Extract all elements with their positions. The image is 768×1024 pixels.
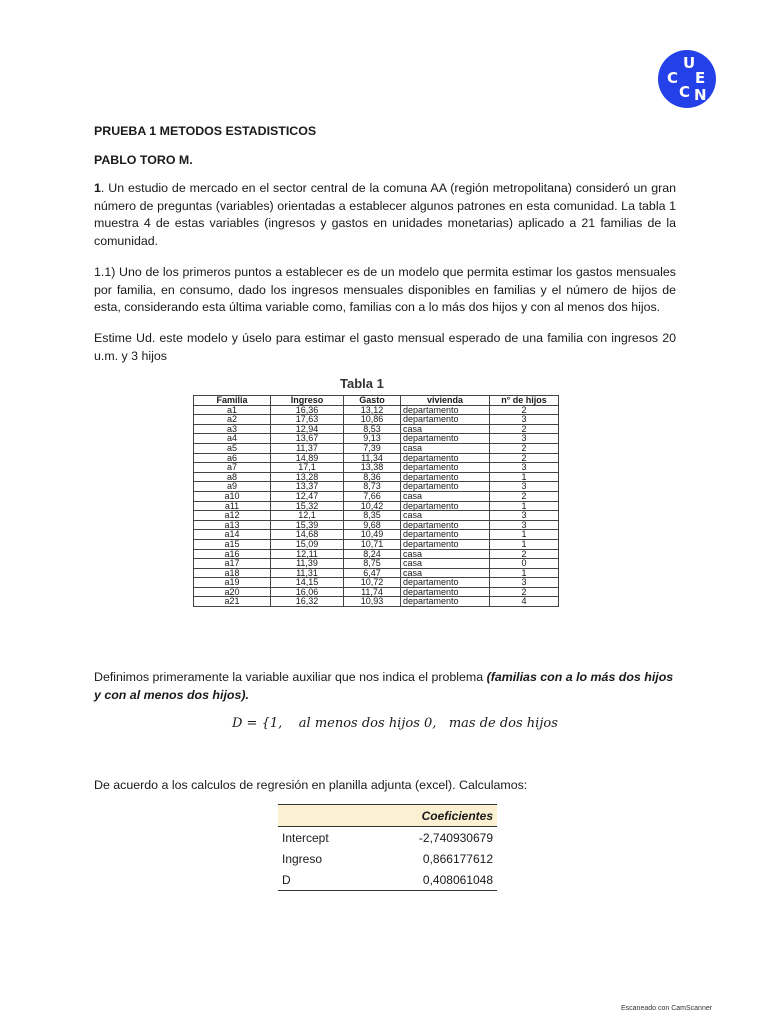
table-header-row: [194, 396, 559, 406]
data-table: [193, 395, 559, 607]
table-cell: 13,67: [271, 434, 344, 444]
table-cell: 12,11: [271, 549, 344, 559]
table-cell: 14,15: [271, 578, 344, 588]
table-cell: 10,93: [344, 597, 401, 607]
table-cell: 11,34: [344, 453, 401, 463]
table-cell: 14,89: [271, 453, 344, 463]
table-row: [278, 848, 497, 869]
table-cell: departamento: [401, 434, 490, 444]
table-cell: departamento: [401, 405, 490, 415]
table-cell: a14: [194, 530, 271, 540]
coefficient-label: Ingreso: [282, 851, 323, 866]
table-cell: casa: [401, 568, 490, 578]
subquestion-paragraph: 1.1) Uno de los primeros puntos a establecer es de un modelo que permita estimar los gastos mensuales por familia, en consumo, dado los ingresos mensuales disponibles en familias y el número de hijos de esta, considerando esta última variable como, familias con a lo más dos hijos y con al menos dos hijos.: [94, 265, 676, 314]
table-cell: a18: [194, 568, 271, 578]
table-cell: departamento: [401, 530, 490, 540]
table-cell: 11,37: [271, 443, 344, 453]
table-cell: a9: [194, 482, 271, 492]
table-cell: 13,28: [271, 472, 344, 482]
formula-lhs: D = {1,: [232, 716, 283, 731]
table-cell: 8,24: [344, 549, 401, 559]
table-cell: 3: [490, 520, 559, 530]
table-cell: 10,71: [344, 539, 401, 549]
table-cell: 2: [490, 491, 559, 501]
table-row: [278, 869, 497, 891]
table-cell: casa: [401, 559, 490, 569]
table-cell: a17: [194, 559, 271, 569]
table-cell: 13,37: [271, 482, 344, 492]
logo-letter: C: [667, 69, 679, 87]
table-cell: 1: [490, 530, 559, 540]
table-cell: 17,63: [271, 415, 344, 425]
table-cell: a15: [194, 539, 271, 549]
table-cell: casa: [401, 443, 490, 453]
question-number: 1: [94, 181, 101, 195]
table-cell: a20: [194, 587, 271, 597]
question-text: . Un estudio de mercado en el sector central de la comuna AA (región metropolitana) consideró un gran número de preguntas (variables) orientadas a establecer algunos patrones en esta comunidad. La tabla 1 muestra 4 de estas variables (ingresos y gastos en unidades monetarias) aplicado a 21 familias de la comunidad.: [94, 181, 676, 248]
table-cell: 8,35: [344, 511, 401, 521]
table-cell: 16,06: [271, 587, 344, 597]
table-cell: 3: [490, 415, 559, 425]
table-row: [194, 559, 559, 569]
table-cell: a6: [194, 453, 271, 463]
table-cell: 13,12: [344, 405, 401, 415]
coefficients-header: Coeficientes: [401, 805, 497, 827]
table-cell: a11: [194, 501, 271, 511]
author-name: PABLO TORO M.: [94, 153, 193, 167]
table-cell: a16: [194, 549, 271, 559]
table-cell: departamento: [401, 501, 490, 511]
table-cell: departamento: [401, 463, 490, 473]
table-cell: 10,86: [344, 415, 401, 425]
table-cell: 8,73: [344, 482, 401, 492]
table-cell: 15,39: [271, 520, 344, 530]
table-cell: 1: [490, 501, 559, 511]
table-row: [194, 491, 559, 501]
table-cell: departamento: [401, 587, 490, 597]
table-cell: 8,53: [344, 424, 401, 434]
table-cell: 8,75: [344, 559, 401, 569]
table-cell: 11,39: [271, 559, 344, 569]
table-row: [194, 415, 559, 425]
table-cell: 2: [490, 443, 559, 453]
table-cell: a12: [194, 511, 271, 521]
table-cell: 10,49: [344, 530, 401, 540]
coefficient-value: 0,866177612: [422, 851, 493, 866]
table-cell: casa: [401, 511, 490, 521]
table-cell: 3: [490, 463, 559, 473]
table-cell: 2: [490, 424, 559, 434]
dummy-variable-formula: [232, 716, 558, 731]
column-header: Gasto: [344, 396, 401, 406]
table-cell: a1: [194, 405, 271, 415]
table-cell: departamento: [401, 578, 490, 588]
table-cell: 3: [490, 434, 559, 444]
logo-letter: N: [694, 86, 707, 104]
table-row: [278, 827, 497, 849]
table-cell: departamento: [401, 539, 490, 549]
table-cell: 2: [490, 587, 559, 597]
coefficient-label: D: [278, 869, 401, 891]
table-cell: 3: [490, 511, 559, 521]
coefficients-table: [278, 804, 497, 891]
table1-title: Tabla 1: [340, 376, 384, 391]
table-cell: departamento: [401, 415, 490, 425]
table-cell: a5: [194, 443, 271, 453]
table-cell: departamento: [401, 520, 490, 530]
table-cell: 3: [490, 578, 559, 588]
table-cell: 11,31: [271, 568, 344, 578]
table-row: [194, 578, 559, 588]
table-cell: 3: [490, 482, 559, 492]
table-row: [194, 443, 559, 453]
table-cell: 2: [490, 453, 559, 463]
table-cell: 15,09: [271, 539, 344, 549]
table-row: [194, 539, 559, 549]
table-cell: 10,72: [344, 578, 401, 588]
table-cell: a10: [194, 491, 271, 501]
table-cell: 7,39: [344, 443, 401, 453]
table-cell: 1: [490, 539, 559, 549]
table-cell: 16,32: [271, 597, 344, 607]
logo-letter: C: [679, 83, 691, 101]
regression-intro: De acuerdo a los calculos de regresión en planilla adjunta (excel). Calculamos:: [94, 778, 528, 792]
table-cell: 2: [490, 549, 559, 559]
table-cell: 8,36: [344, 472, 401, 482]
table-row: [194, 597, 559, 607]
logo-letter: E: [695, 69, 706, 87]
table-cell: 4: [490, 597, 559, 607]
question-paragraph: [94, 180, 676, 250]
table-cell: 12,94: [271, 424, 344, 434]
table-cell: a4: [194, 434, 271, 444]
ucen-logo: [658, 50, 716, 108]
logo-letter: U: [683, 54, 696, 72]
table-cell: 9,68: [344, 520, 401, 530]
column-header: n° de hijos: [490, 396, 559, 406]
table-cell: a21: [194, 597, 271, 607]
formula-case-1: al menos dos hijos 0,: [298, 716, 437, 731]
table-row: [194, 511, 559, 521]
document-heading: PRUEBA 1 METODOS ESTADISTICOS: [94, 124, 317, 138]
table-cell: 9,13: [344, 434, 401, 444]
table-cell: casa: [401, 549, 490, 559]
table-cell: 14,68: [271, 530, 344, 540]
table-cell: casa: [401, 424, 490, 434]
coefficient-label: Intercept: [282, 830, 329, 845]
table-row: [194, 482, 559, 492]
column-header: vivienda: [401, 396, 490, 406]
table-cell: departamento: [401, 472, 490, 482]
table-cell: a19: [194, 578, 271, 588]
definition-emphasis: (familias con a lo más dos hijos y con al menos dos hijos).: [94, 670, 674, 702]
coefficient-value: 0,408061048: [401, 869, 497, 891]
table-cell: a13: [194, 520, 271, 530]
formula-case-2: mas de dos hijos: [448, 716, 558, 731]
column-header: Familia: [194, 396, 271, 406]
table-cell: 0: [490, 559, 559, 569]
coefficients-header-blank: [278, 805, 401, 827]
table-cell: 1: [490, 568, 559, 578]
table-cell: 10,42: [344, 501, 401, 511]
column-header: Ingreso: [271, 396, 344, 406]
coefficient-value: -2,740930679: [418, 830, 493, 845]
table-cell: 13,38: [344, 463, 401, 473]
table-cell: departamento: [401, 453, 490, 463]
table-cell: 12,47: [271, 491, 344, 501]
table-cell: a8: [194, 472, 271, 482]
table-cell: a2: [194, 415, 271, 425]
scanner-watermark: Escaneado con CamScanner: [621, 1005, 713, 1012]
table-cell: 1: [490, 472, 559, 482]
table-row: [194, 530, 559, 540]
table-cell: 2: [490, 405, 559, 415]
table-row: [194, 463, 559, 473]
table-cell: 7,66: [344, 491, 401, 501]
table-cell: 16,36: [271, 405, 344, 415]
instruction-paragraph: Estime Ud. este modelo y úselo para estimar el gasto mensual esperado de una familia con ingresos 20 u.m. y 3 hijos: [94, 331, 676, 363]
table-cell: departamento: [401, 482, 490, 492]
table-cell: 6,47: [344, 568, 401, 578]
coefficients-header-row: [278, 805, 497, 827]
table-cell: 17,1: [271, 463, 344, 473]
table-cell: 12,1: [271, 511, 344, 521]
table-cell: 11,74: [344, 587, 401, 597]
definition-paragraph: [94, 669, 676, 704]
definition-text: Definimos primeramente la variable auxiliar que nos indica el problema: [94, 670, 487, 684]
table-cell: departamento: [401, 597, 490, 607]
table-cell: a3: [194, 424, 271, 434]
table-cell: casa: [401, 491, 490, 501]
table-cell: a7: [194, 463, 271, 473]
table-cell: 15,32: [271, 501, 344, 511]
